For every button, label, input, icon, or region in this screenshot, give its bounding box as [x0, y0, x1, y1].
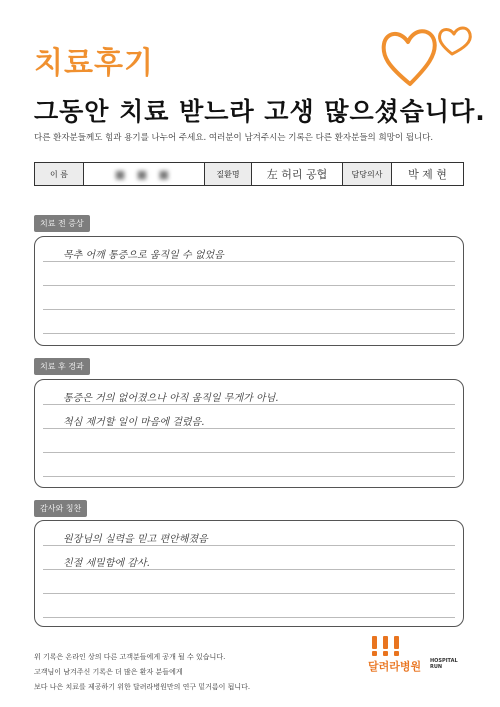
handwritten-line: 척심 제거할 일이 마음에 걸렸음. [63, 417, 205, 428]
doctor-value: 박 제 현 [408, 168, 447, 181]
name-value [84, 163, 205, 185]
disease-label: 질환명 [205, 163, 252, 185]
section-tag-after: 치료 후 경과 [34, 358, 90, 375]
footer-line: 위 기록은 온라인 상의 다른 고객분들에게 공개 될 수 있습니다. [34, 653, 226, 661]
headline: 그동안 치료 받느라 고생 많으셨습니다. [34, 97, 486, 126]
name-label: 이 름 [35, 163, 84, 185]
section-tag-thanks: 감사와 칭찬 [34, 500, 87, 517]
subtext: 다른 환자분들께도 힘과 용기를 나누어 주세요. 여러분이 남겨주시는 기록은 다른 환자분들의 희망이 됩니다. [34, 133, 434, 143]
section-tag-before: 치료 전 증상 [34, 215, 90, 232]
section-box-after [34, 379, 464, 488]
logo-en-line: HOSPITAL [430, 658, 458, 664]
footer-line: 보다 나은 치료를 제공하기 위한 달려라병원만의 연구 밑거름이 됩니다. [34, 683, 251, 691]
hospital-logo [366, 636, 466, 682]
handwritten-line: 친절 세밀함에 감사. [63, 558, 150, 569]
logo-english [430, 658, 458, 670]
section-box-before [34, 236, 464, 346]
exclamation-marks-icon [370, 636, 404, 658]
handwritten-line: 목추 어깨 통증으로 움직일 수 없었음 [63, 250, 224, 261]
logo-en-line: RUN [430, 664, 443, 670]
handwritten-line: 통증은 거의 없어졌으나 아직 움직일 무게가 아님. [63, 393, 279, 404]
page-title: 치료후기 [34, 46, 154, 81]
doctor-label: 담당의사 [343, 163, 392, 185]
hearts-icon [378, 20, 478, 92]
patient-info-row [34, 162, 464, 186]
disease-value: 左 허리 공협 [252, 163, 343, 185]
section-box-thanks [34, 520, 464, 627]
footer-line: 고객님이 남겨주신 기록은 더 많은 환자 분들에게 [34, 668, 183, 676]
name-blurred: ■ ■ ■ [114, 167, 174, 181]
footer-notice [34, 650, 250, 695]
logo-name: 달려라병원 [368, 660, 422, 673]
handwritten-line: 원장님의 실력을 믿고 편안해졌음 [63, 534, 208, 545]
